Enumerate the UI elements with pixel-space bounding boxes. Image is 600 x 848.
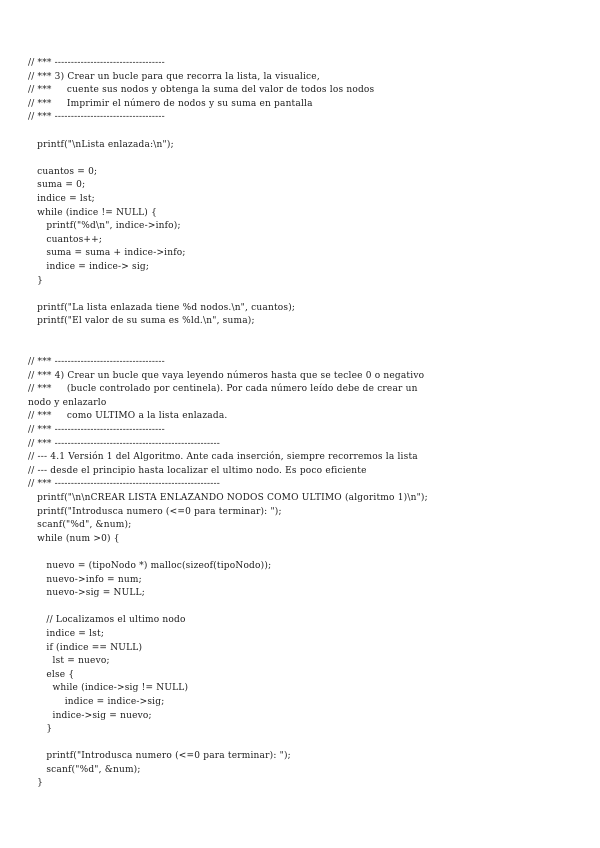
code-line: // *** 4) Crear un bucle que vaya leyendo números hasta que se teclee 0 o negativo — [28, 370, 425, 381]
code-line: // *** cuente sus nodos y obtenga la suma del valor de todos los nodos — [28, 85, 375, 96]
code-line: } — [28, 778, 44, 789]
code-line: } — [28, 275, 44, 286]
code-line: cuantos++; — [28, 234, 103, 245]
code-line: nuevo->sig = NULL; — [28, 588, 145, 599]
code-line — [28, 288, 588, 302]
code-line: indice->sig = nuevo; — [28, 710, 152, 721]
code-line: indice = lst; — [28, 193, 95, 204]
code-line — [28, 329, 588, 343]
code-line: while (num >0) { — [28, 533, 120, 544]
code-line: if (indice == NULL) — [28, 642, 143, 653]
code-line: // *** ---------------------------------- — [28, 112, 165, 123]
code-line: // *** (bucle controlado por centinela). Por cada número leído debe de crear un — [28, 384, 418, 395]
code-line: printf("El valor de su suma es %ld.\n", suma); — [28, 316, 255, 327]
code-line: printf("La lista enlazada tiene %d nodos.\n", cuantos); — [28, 302, 296, 313]
code-line: nodo y enlazarlo — [28, 397, 107, 408]
code-line: // *** como ULTIMO a la lista enlazada. — [28, 411, 228, 422]
code-line: printf("\n\nCREAR LISTA ENLAZANDO NODOS COMO ULTIMO (algoritmo 1)\n"); — [28, 493, 428, 503]
code-line: // *** --------------------------------------------------- — [28, 479, 220, 490]
code-line — [28, 601, 588, 615]
code-line: nuevo->info = num; — [28, 574, 142, 585]
code-line: indice = indice->sig; — [28, 696, 165, 707]
code-line: while (indice != NULL) { — [28, 207, 158, 218]
code-listing — [28, 57, 588, 791]
code-line — [28, 125, 588, 139]
code-line — [28, 737, 588, 751]
code-line: indice = lst; — [28, 628, 105, 639]
code-line — [28, 546, 588, 560]
code-line: // *** 3) Crear un bucle para que recorra la lista, la visualice, — [28, 71, 320, 82]
code-line: printf("Introdusca numero (<=0 para terminar): "); — [28, 751, 291, 762]
code-line: // *** --------------------------------------------------- — [28, 438, 220, 449]
code-line: printf("%d\n", indice->info); — [28, 221, 181, 232]
code-line — [28, 152, 588, 166]
code-line: while (indice->sig != NULL) — [28, 683, 189, 694]
code-line: // *** ---------------------------------- — [28, 425, 165, 436]
code-line: suma = suma + indice->info; — [28, 248, 186, 259]
code-line: printf("Introdusca numero (<=0 para terminar): "); — [28, 506, 282, 517]
code-line: } — [28, 724, 53, 735]
code-line: suma = 0; — [28, 180, 86, 191]
code-line: cuantos = 0; — [28, 166, 98, 177]
code-line: indice = indice-> sig; — [28, 261, 150, 272]
code-line: // --- desde el principio hasta localizar el ultimo nodo. Es poco eficiente — [28, 465, 367, 476]
code-line: else { — [28, 669, 75, 680]
code-line: // *** ---------------------------------- — [28, 357, 165, 368]
code-line: scanf("%d", &num); — [28, 520, 132, 531]
code-line: // *** Imprimir el número de nodos y su suma en pantalla — [28, 98, 313, 109]
code-line: scanf("%d", &num); — [28, 764, 141, 775]
code-line: lst = nuevo; — [28, 656, 110, 667]
code-line: nuevo = (tipoNodo *) malloc(sizeof(tipoNodo)); — [28, 560, 272, 571]
code-line — [28, 342, 588, 356]
code-line: // Localizamos el ultimo nodo — [28, 615, 186, 626]
code-line: printf("\nLista enlazada:\n"); — [28, 139, 174, 150]
code-line: // *** ---------------------------------- — [28, 58, 165, 68]
code-line: // --- 4.1 Versión 1 del Algoritmo. Ante cada inserción, siempre recorremos la lista — [28, 452, 418, 463]
